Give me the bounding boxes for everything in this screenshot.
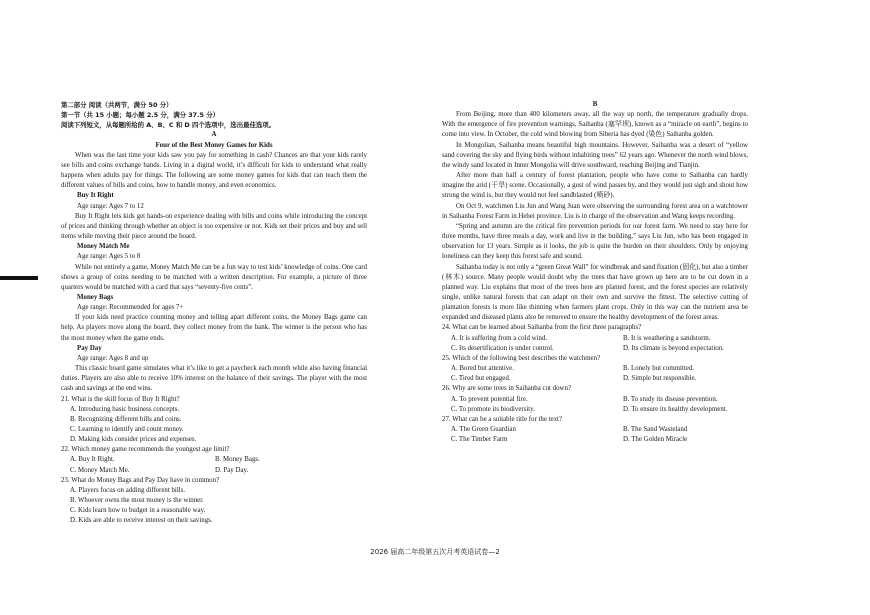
option: C. Tired but engaged. (451, 375, 511, 383)
option: A. It is suffering from a cold wind. (451, 334, 548, 342)
game-age: Age range: Recommended for ages 7+ (77, 304, 184, 312)
passage-b-paragraph: From Beijing, more than 400 kilometers away, all the way up north, the temperature gradually drops. With the emergence of fire prevention warnings, Saihanba (塞罕坝), known as a “miracle on earth”, begins to come into view. In October, the cold wind blowing from Siberia has dyed (染色) Saihanba golden. (442, 111, 748, 139)
option-row (442, 364, 748, 374)
option: D. The Golden Miracle (623, 436, 688, 444)
option: C. To promote its biodiversity. (451, 405, 535, 413)
game-age: Age range: Ages 5 to 8 (77, 253, 141, 261)
option-row (442, 344, 748, 354)
section-sub: 第一节（共 15 小题；每小题 2.5 分，满分 37.5 分） (61, 111, 219, 120)
section-part: 第二部分 阅读（共两节，满分 50 分） (61, 101, 173, 109)
game-name: Money Match Me (77, 243, 130, 251)
game-age: Age range: Ages 7 to 12 (77, 202, 144, 210)
passage-b-letter: B (592, 101, 598, 108)
game-age: Age range: Ages 8 and up (77, 354, 149, 362)
option: A. To prevent potential fire. (451, 395, 528, 403)
option-row (61, 466, 367, 476)
option: A. The Green Guardian (451, 426, 516, 433)
passage-b-paragraph: Saihanba today is not only a “green Great Wall” for windbreak and sand fixation (固化), but also a timber (林木) source. Many people would doubt why the trees that have grown up here are to be cut down in a planned way. Liu explains that most of the trees here are planted forest, and the forest species are relatively single, unlike natural forests that can adapt on their own and survive the fittest. The selective cutting of plantation forests is more like thinning when farmers plant crops. Only in this way can the nutrient area be expanded and diseased plants also be removed to ensure the healthy development of the forest areas. (442, 263, 748, 322)
option-row (442, 334, 748, 344)
game-text: If your kids need practice counting money and telling apart different coins, the Money Bags game can help. As players move along the board, they collect money from the bank. The winner is the person who has the most money when the game ends. (61, 314, 367, 342)
passage-b-paragraph: After more than half a century of forest plantation, people who have come to Saihanba can hardly imagine the arid (干旱) scene. Occasionally, a gust of wind passes by, and they would just sigh and shout how strong the wind is, but they would not feel sandblasted (喷砂). (442, 172, 748, 200)
option: A. Bored but attentive. (451, 365, 514, 373)
option: B. Whoever owns the most money is the winner. (70, 497, 204, 505)
game-name: Pay Day (77, 344, 102, 352)
option: D. Making kids consider prices and expenses. (70, 436, 197, 444)
question-23: 23. What do Money Bags and Pay Day have in common? (61, 476, 220, 484)
passage-b-paragraph: In Mongolian, Saihanba means beautiful high mountains. However, Saihanba was a desert of “yellow sand covering the sky and flying birds without inhabiting trees” 62 years ago. Whenever the north wind blows, the windy sand located in Inner Mongolia will drive southward, reaching Beijing and Tianjin. (442, 141, 748, 169)
option-row (61, 455, 367, 465)
option-row (442, 395, 748, 405)
option: C. Its desertification is under control. (451, 344, 554, 352)
question-24: 24. What can be learned about Saihanba from the first three paragraphs? (442, 324, 642, 332)
passage-b-paragraph: On Oct 9, watchmen Liu Jun and Wang Juan were observing the surrounding forest area on a watchtower in Saihanba Forest Farm in Hebei province. Liu is in charge of the observation and Wang keeps recording. (442, 202, 748, 220)
game-name: Buy It Right (77, 192, 114, 200)
option: C. Money Match Me. (70, 466, 130, 474)
option: A. Players focus on adding different bills. (70, 486, 186, 494)
question-26: 26. Why are some trees in Saihanba cut down? (442, 385, 572, 393)
option-row (442, 435, 748, 445)
option: C. Kids learn how to budget in a reasonable way. (70, 507, 206, 515)
page-edge-mark (0, 276, 38, 280)
option: D. Kids are able to receive interest on their savings. (70, 517, 213, 525)
passage-b-paragraph: “Spring and autumn are the critical fire prevention periods for our forest farm. We need to stay here for three months, have three meals a day, work and live in the building,” says Liu Jun, who has been engaged in observation for 13 years. Simple as it looks, the job is quite the burden on their shoulders. Only by enjoying loneliness can they keep this forest safe and sound. (442, 222, 748, 261)
option: B. Recognizing different bills and coins. (70, 415, 182, 423)
option: D. Its climate is beyond expectation. (623, 344, 724, 352)
option: A. Introducing basic business concepts. (70, 405, 180, 413)
question-22: 22. Which money game recommends the youngest age limit? (61, 446, 230, 454)
section-instruction: 阅读下列短文，从每题所给的 A、B、C 和 D 四个选项中，选出最佳选项。 (61, 121, 276, 130)
option: B. The Sand Wasteland (623, 426, 688, 433)
option: A. Buy It Right. (70, 456, 115, 464)
question-27: 27. What can be a suitable title for the text? (442, 415, 563, 423)
option: D. To ensure its healthy development. (623, 405, 728, 413)
option-row (442, 405, 748, 415)
passage-a-intro: When was the last time your kids saw you pay for something in cash? Chances are that your kids rarely see bills and coins exchange hands. Living in a digital world, it’s difficult for kids to understand what really happens when adults pay for things. The following are some money games for kids that can teach them the different values of bills and coins, how to handle money, and even economics. (61, 151, 367, 190)
right-column (442, 100, 748, 445)
option: B. Money Bags. (215, 456, 260, 464)
game-text: While not entirely a game, Money Match Me can be a fun way to test kids’ knowledge of coins. One card shows a group of coins needing to be matched with a written description. For example, a picture of three quarters would be matched with a card that says “seventy-five cents”. (61, 263, 367, 291)
option: B. It is weathering a sandstorm. (623, 334, 711, 342)
option: D. Pay Day. (215, 466, 249, 474)
option-row (442, 425, 748, 435)
option: C. Learning to identify and count money. (70, 426, 184, 433)
game-name: Money Bags (77, 293, 114, 301)
game-text: Buy It Right lets kids get hands-on experience dealing with bills and coins while introducing the concept of prices and thinking through whether an object is too expensive or not. Kids set their prices and buy and sell items while moving their piece around the board. (61, 212, 367, 241)
passage-a-letter: A (211, 131, 217, 139)
option: B. Lonely but committed. (623, 365, 695, 373)
game-text: This classic board game simulates what it’s like to get a paycheck each month while also having financial duties. Players are also able to receive 10% interest on the balance of their savings. The player with the most cash and savings at the end wins. (61, 365, 367, 393)
passage-a-title: Four of the Best Money Games for Kids (155, 141, 273, 149)
question-25: 25. Which of the following best describes the watchmen? (442, 354, 601, 362)
page-footer: 2026 届高二年级第五次月考英语试卷—2 (370, 548, 500, 556)
option: B. To study its disease prevention. (623, 395, 718, 403)
question-21: 21. What is the skill focus of Buy It Right? (61, 395, 180, 403)
option: C. The Timber Farm (451, 436, 508, 444)
left-column (61, 100, 367, 527)
option-row (442, 374, 748, 384)
option: D. Simple but responsible. (623, 375, 697, 383)
